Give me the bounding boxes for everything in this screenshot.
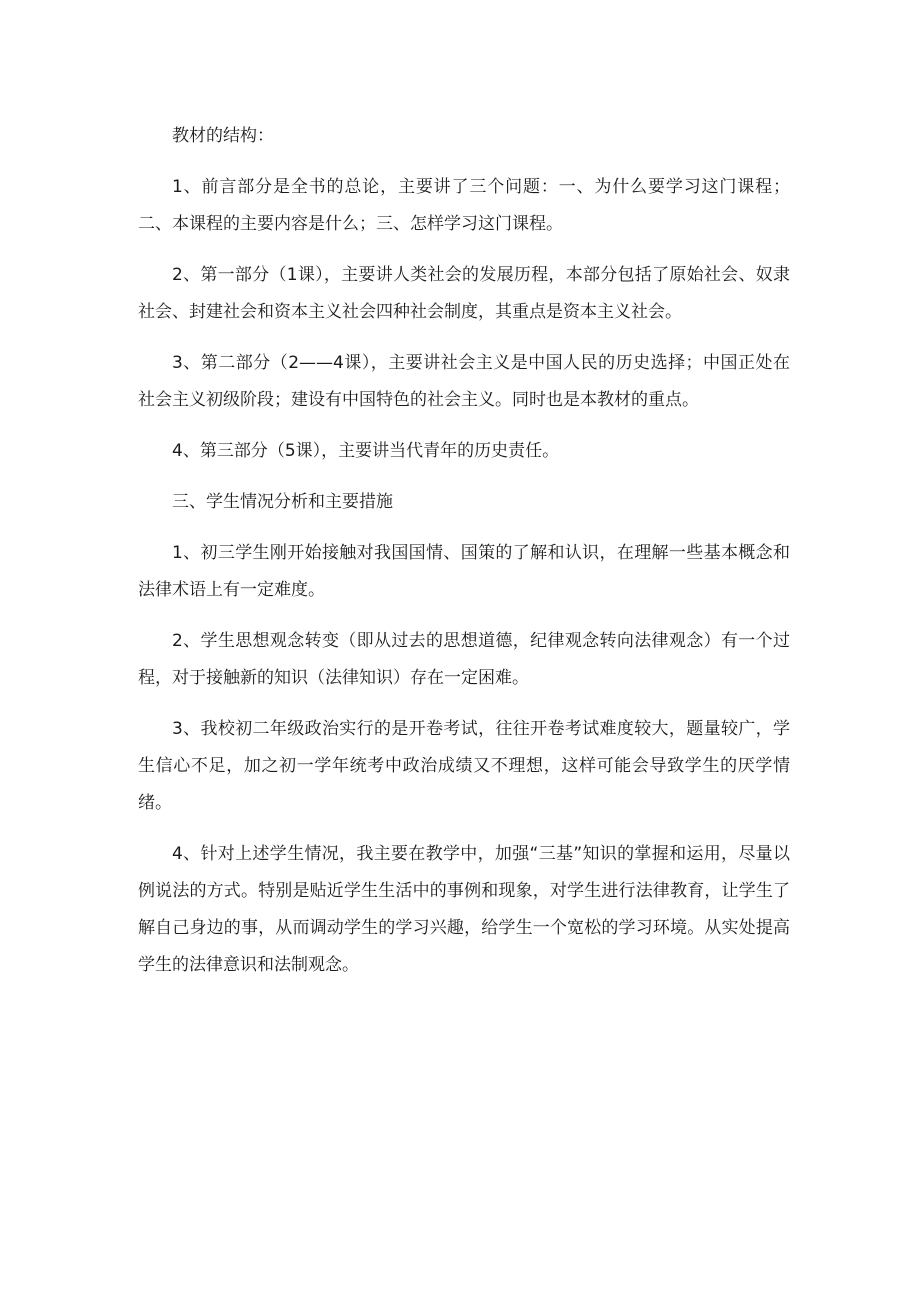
section-heading-student-analysis: 三、学生情况分析和主要措施 [172, 492, 393, 512]
paragraph-student-point-2: 2、学生思想观念转变（即从过去的思想道德，纪律观念转向法律观念）有一个过程，对于接触新的知识（法律知识）存在一定困难。 [138, 631, 790, 688]
paragraph-part-two: 3、第二部分（2——4课），主要讲社会主义是中国人民的历史选择；中国正处在社会主义初级阶段；建设有中国特色的社会主义。同时也是本教材的重点。 [138, 353, 790, 410]
document-body [138, 118, 790, 998]
paragraph-part-three: 4、第三部分（5课），主要讲当代青年的历史责任。 [172, 441, 560, 461]
section-heading-textbook-structure: 教材的结构： [172, 126, 274, 146]
paragraph-student-point-3: 3、我校初二年级政治实行的是开卷考试，往往开卷考试难度较大，题量较广，学生信心不足，加之初一学年统考中政治成绩又不理想，这样可能会导致学生的厌学情绪。 [138, 719, 790, 813]
paragraph-part-one: 2、第一部分（1课），主要讲人类社会的发展历程，本部分包括了原始社会、奴隶社会、封建社会和资本主义社会四种社会制度，其重点是资本主义社会。 [138, 265, 790, 322]
paragraph-preface: 1、前言部分是全书的总论，主要讲了三个问题：一、为什么要学习这门课程；二、本课程的主要内容是什么；三、怎样学习这门课程。 [138, 177, 790, 234]
paragraph-student-point-1: 1、初三学生刚开始接触对我国国情、国策的了解和认识，在理解一些基本概念和法律术语上有一定难度。 [138, 543, 790, 600]
paragraph-student-point-4: 4、针对上述学生情况，我主要在教学中，加强“三基”知识的掌握和运用，尽量以例说法的方式。特别是贴近学生生活中的事例和现象，对学生进行法律教育，让学生了解自己身边的事，从而调动学生的学习兴趣，给学生一个宽松的学习环境。从实处提高学生的法律意识和法制观念。 [138, 844, 790, 975]
